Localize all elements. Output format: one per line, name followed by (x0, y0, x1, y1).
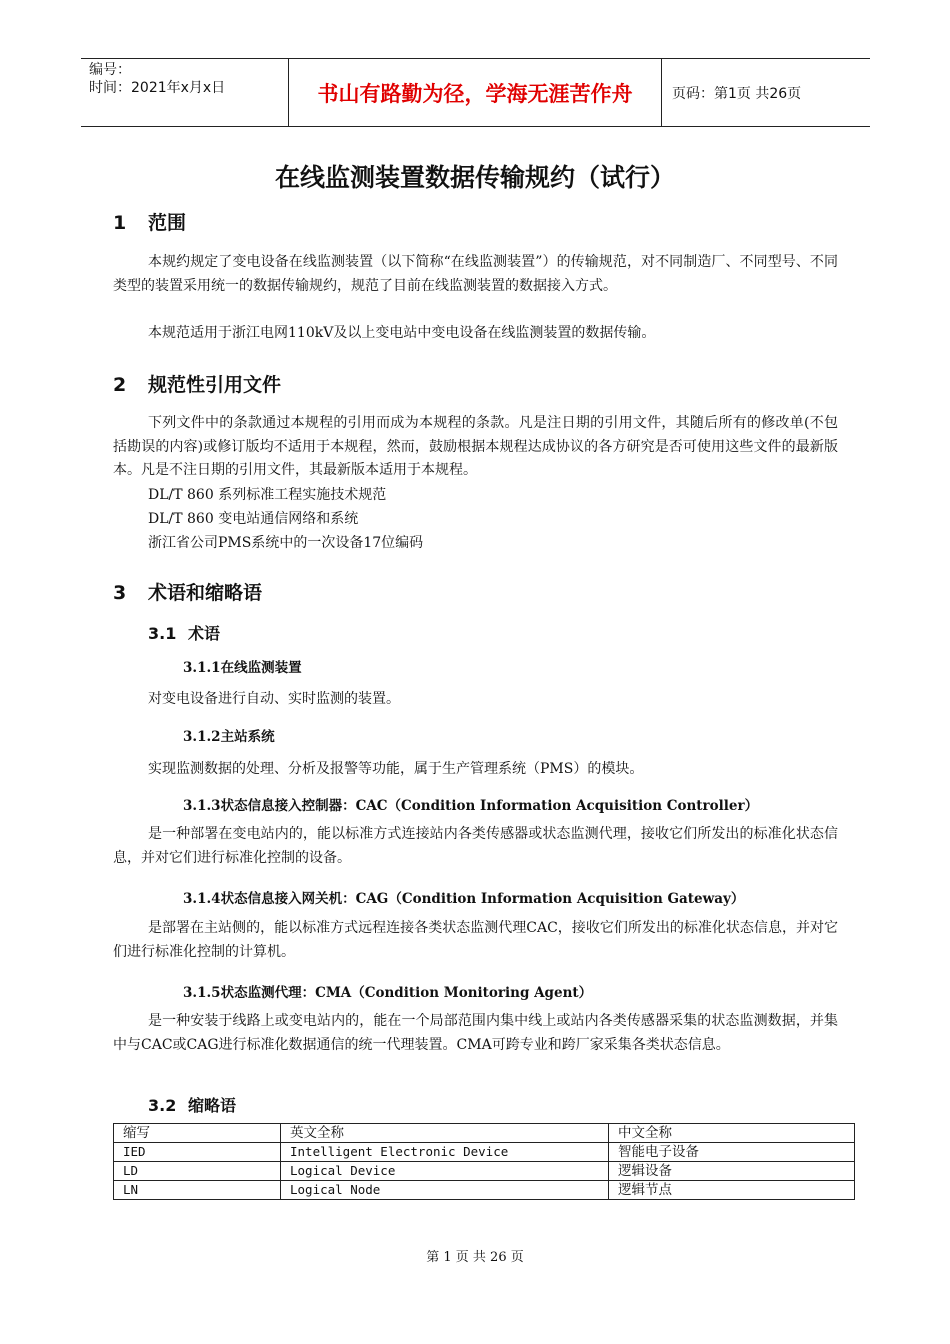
table-cell: IED (114, 1143, 281, 1162)
table-row (114, 1143, 855, 1162)
term-4-heading: 3.1.4状态信息接入网关机：CAG（Condition Information Acquisition Gateway） (183, 891, 745, 907)
table-cell: 逻辑设备 (609, 1162, 855, 1181)
section-title: 术语和缩略语 (148, 582, 263, 604)
term-2-description: 实现监测数据的处理、分析及报警等功能，属于生产管理系统（PMS）的模块。 (148, 761, 644, 777)
table-header-cell: 英文全称 (281, 1124, 609, 1143)
section-1-paragraph-2: 本规范适用于浙江电网110kV及以上变电站中变电设备在线监测装置的数据传输。 (148, 325, 656, 341)
reference-item: DL/T 860 系列标准工程实施技术规范 (148, 487, 387, 503)
header-page-info: 页码：第1页 共26页 (672, 85, 802, 102)
reference-item: DL/T 860 变电站通信网络和系统 (148, 511, 359, 527)
term-1-description: 对变电设备进行自动、实时监测的装置。 (148, 691, 400, 707)
subsection-title: 术语 (188, 624, 221, 643)
term-4-description: 是部署在主站侧的，能以标准方式远程连接各类状态监测代理CAC，接收它们所发出的标准化状态信息，并对它们进行标准化控制的计算机。 (113, 920, 838, 960)
table-cell: Logical Device (281, 1162, 609, 1181)
table-cell: LD (114, 1162, 281, 1181)
section-1-paragraph-1: 本规约规定了变电设备在线监测装置（以下简称“在线监测装置”）的传输规范，对不同制造厂、不同型号、不同类型的装置采用统一的数据传输规约，规范了目前在线监测装置的数据接入方式。 (113, 254, 838, 294)
table-cell: LN (114, 1181, 281, 1200)
reference-item: 浙江省公司PMS系统中的一次设备17位编码 (148, 535, 424, 551)
term-3-description: 是一种部署在变电站内的，能以标准方式连接站内各类传感器或状态监测代理，接收它们所发出的标准化状态信息，并对它们进行标准化控制的设备。 (113, 826, 838, 866)
term-3-heading: 3.1.3状态信息接入控制器：CAC（Condition Information Acquisition Controller） (183, 798, 759, 814)
subsection-number: 3.2 (148, 1096, 177, 1115)
table-cell: 逻辑节点 (609, 1181, 855, 1200)
header-motto: 书山有路勤为径，学海无涯苦作舟 (289, 59, 662, 126)
section-title: 范围 (148, 212, 187, 234)
subsection-3-2-heading (148, 1093, 236, 1116)
header-meta (81, 59, 289, 126)
section-number: 2 (113, 374, 127, 396)
section-1-heading (113, 208, 186, 235)
table-header-cell: 缩写 (114, 1124, 281, 1143)
table-row (114, 1181, 855, 1200)
table-cell: Intelligent Electronic Device (281, 1143, 609, 1162)
section-2-paragraph-1: 下列文件中的条款通过本规程的引用而成为本规程的条款。凡是注日期的引用文件，其随后所有的修改单(不包括勘误的内容)或修订版均不适用于本规程，然而，鼓励根据本规程达成协议的各方研究是否可使用这些文件的最新版本。凡是不注日期的引用文件，其最新版本适用于本规程。 (113, 415, 838, 478)
section-2-heading (113, 370, 281, 397)
table-cell: 智能电子设备 (609, 1143, 855, 1162)
section-number: 3 (113, 582, 127, 604)
time-label: 时间：2021年x月x日 (89, 80, 226, 96)
section-3-heading (113, 578, 262, 605)
subsection-title: 缩略语 (188, 1096, 237, 1115)
code-label: 编号： (89, 62, 131, 78)
table-cell: Logical Node (281, 1181, 609, 1200)
page-footer: 第 1 页 共 26 页 (426, 1250, 524, 1265)
table-header-cell: 中文全称 (609, 1124, 855, 1143)
page-header (81, 58, 870, 127)
term-5-description: 是一种安装于线路上或变电站内的，能在一个局部范围内集中线上或站内各类传感器采集的状态监测数据，并集中与CAC或CAG进行标准化数据通信的统一代理装置。CMA可跨专业和跨厂家采集各类状态信息。 (113, 1013, 838, 1053)
section-title: 规范性引用文件 (148, 374, 282, 396)
table-row (114, 1162, 855, 1181)
term-1-heading: 3.1.1在线监测装置 (183, 660, 302, 676)
table-header-row (114, 1124, 855, 1143)
document-title: 在线监测装置数据传输规约（试行） (274, 163, 675, 192)
term-2-heading: 3.1.2主站系统 (183, 729, 275, 745)
abbreviation-table (113, 1123, 855, 1200)
term-5-heading: 3.1.5状态监测代理：CMA（Condition Monitoring Agent） (183, 985, 593, 1001)
section-number: 1 (113, 212, 127, 234)
subsection-number: 3.1 (148, 624, 177, 643)
subsection-3-1-heading (148, 621, 220, 644)
